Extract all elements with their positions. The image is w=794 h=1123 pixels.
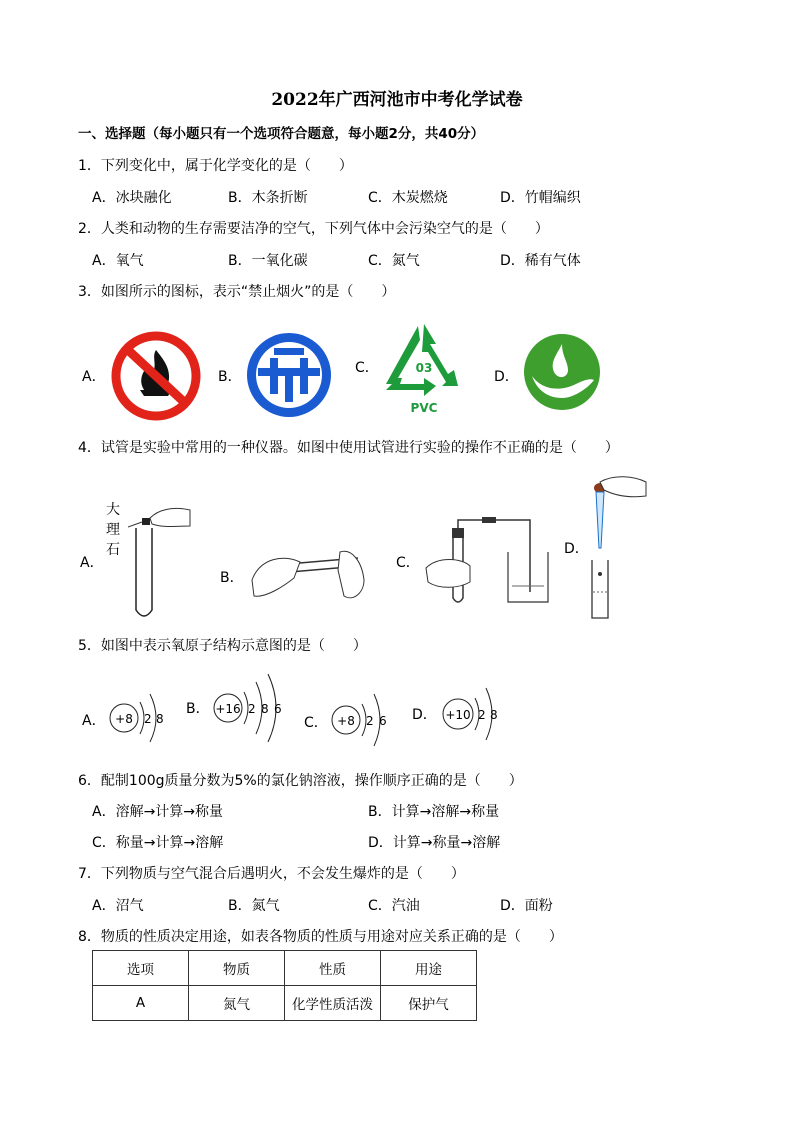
q3-label-c: C． (355, 360, 379, 376)
q1-option-c: C．木炭燃烧 (368, 190, 448, 206)
atom-c-nucleus: +8 (337, 714, 355, 728)
q2-option-d: D．稀有气体 (500, 253, 581, 269)
q3-label-d: D． (494, 369, 519, 385)
atom-diagram-d (438, 678, 502, 750)
q7-option-d: D．面粉 (500, 898, 553, 914)
q4-label-a: A． (80, 555, 104, 571)
atom-diagram-a (106, 682, 168, 754)
recycle-name-text: PVC (410, 401, 438, 415)
q4-label-c: C． (396, 555, 420, 571)
marble-char-3: 石 (106, 542, 120, 558)
atom-b-shell-3: 6 (274, 702, 282, 716)
test-tube-marble-illustration (128, 500, 194, 622)
table-cell: 保护气 (381, 986, 477, 1021)
airtightness-check-illustration (420, 512, 550, 608)
q7-option-c: C．汽油 (368, 898, 420, 914)
atom-a-shell-1: 2 (144, 712, 152, 726)
q6-option-a: A．溶解→计算→称量 (92, 804, 224, 820)
question-7-stem: 7．下列物质与空气混合后遇明火，不会发生爆炸的是（ ） (78, 866, 465, 882)
question-3-stem: 3．如图所示的图标，表示“禁止烟火”的是（ ） (78, 284, 396, 300)
q6-option-c: C．称量→计算→溶解 (92, 835, 224, 851)
atom-d-nucleus: +10 (445, 708, 471, 722)
q6-option-d: D．计算→称量→溶解 (368, 835, 501, 851)
q1-option-a: A．冰块融化 (92, 190, 172, 206)
q3-label-a: A． (82, 369, 106, 385)
question-8-stem: 8．物质的性质决定用途，如表各物质的性质与用途对应关系正确的是（ ） (78, 929, 563, 945)
q5-label-a: A． (82, 713, 106, 729)
q4-label-d: D． (564, 541, 589, 557)
table-header-row (93, 951, 477, 986)
table-cell: A (93, 986, 189, 1021)
atom-d-shell-1: 2 (478, 708, 486, 722)
table-header-cell: 性质 (285, 951, 381, 986)
recycle-pvc-icon (378, 316, 470, 416)
table-cell: 化学性质活泼 (285, 986, 381, 1021)
atom-b-nucleus: +16 (215, 702, 241, 716)
question-1-stem: 1．下列变化中，属于化学变化的是（ ） (78, 158, 353, 174)
q1-option-b: B．木条折断 (228, 190, 308, 206)
table-header-cell: 选项 (93, 951, 189, 986)
question-6-stem: 6．配制100g质量分数为5%的氯化钠溶液，操作顺序正确的是（ ） (78, 773, 523, 789)
atom-diagram-b (210, 668, 290, 748)
q3-label-b: B． (218, 369, 242, 385)
q5-label-c: C． (304, 715, 328, 731)
atom-diagram-c (328, 682, 390, 754)
test-tube-shaking-illustration (244, 540, 372, 606)
atom-b-shell-2: 8 (261, 702, 269, 716)
no-fire-sign-icon (110, 330, 202, 422)
q5-label-b: B． (186, 701, 210, 717)
recycle-code-text: 03 (415, 361, 433, 375)
q1-option-d: D．竹帽编织 (500, 190, 581, 206)
atom-a-shell-2: 8 (156, 712, 164, 726)
q2-option-a: A．氧气 (92, 253, 144, 269)
water-saving-logo-icon (244, 330, 334, 420)
table-row (93, 986, 477, 1021)
section-heading: 一、选择题（每小题只有一个选项符合题意，每小题2分，共40分） (78, 126, 485, 142)
q7-option-b: B．氮气 (228, 898, 280, 914)
atom-d-shell-2: 8 (490, 708, 498, 722)
marble-label (106, 500, 122, 560)
table-header-cell: 物质 (189, 951, 285, 986)
atom-a-nucleus: +8 (115, 712, 133, 726)
marble-char-2: 理 (106, 522, 120, 538)
atom-c-shell-1: 2 (366, 714, 374, 728)
question-5-stem: 5．如图中表示氧原子结构示意图的是（ ） (78, 638, 367, 654)
page-title: 2022年广西河池市中考化学试卷 (271, 90, 523, 110)
table-header-cell: 用途 (381, 951, 477, 986)
atom-b-shell-1: 2 (248, 702, 256, 716)
atom-c-shell-2: 6 (379, 714, 387, 728)
marble-char-1: 大 (106, 502, 120, 518)
question-2-stem: 2．人类和动物的生存需要洁净的空气，下列气体中会污染空气的是（ ） (78, 221, 549, 237)
q2-option-c: C．氮气 (368, 253, 420, 269)
dropper-illustration (584, 474, 648, 622)
q6-option-b: B．计算→溶解→称量 (368, 804, 500, 820)
table-cell: 氮气 (189, 986, 285, 1021)
q8-table (92, 950, 477, 1021)
q7-option-a: A．沼气 (92, 898, 144, 914)
q5-label-d: D． (412, 707, 437, 723)
q2-option-b: B．一氧化碳 (228, 253, 308, 269)
q4-label-b: B． (220, 570, 244, 586)
green-water-logo-icon (522, 332, 602, 412)
question-4-stem: 4．试管是实验中常用的一种仪器。如图中使用试管进行实验的操作不正确的是（ ） (78, 440, 619, 456)
